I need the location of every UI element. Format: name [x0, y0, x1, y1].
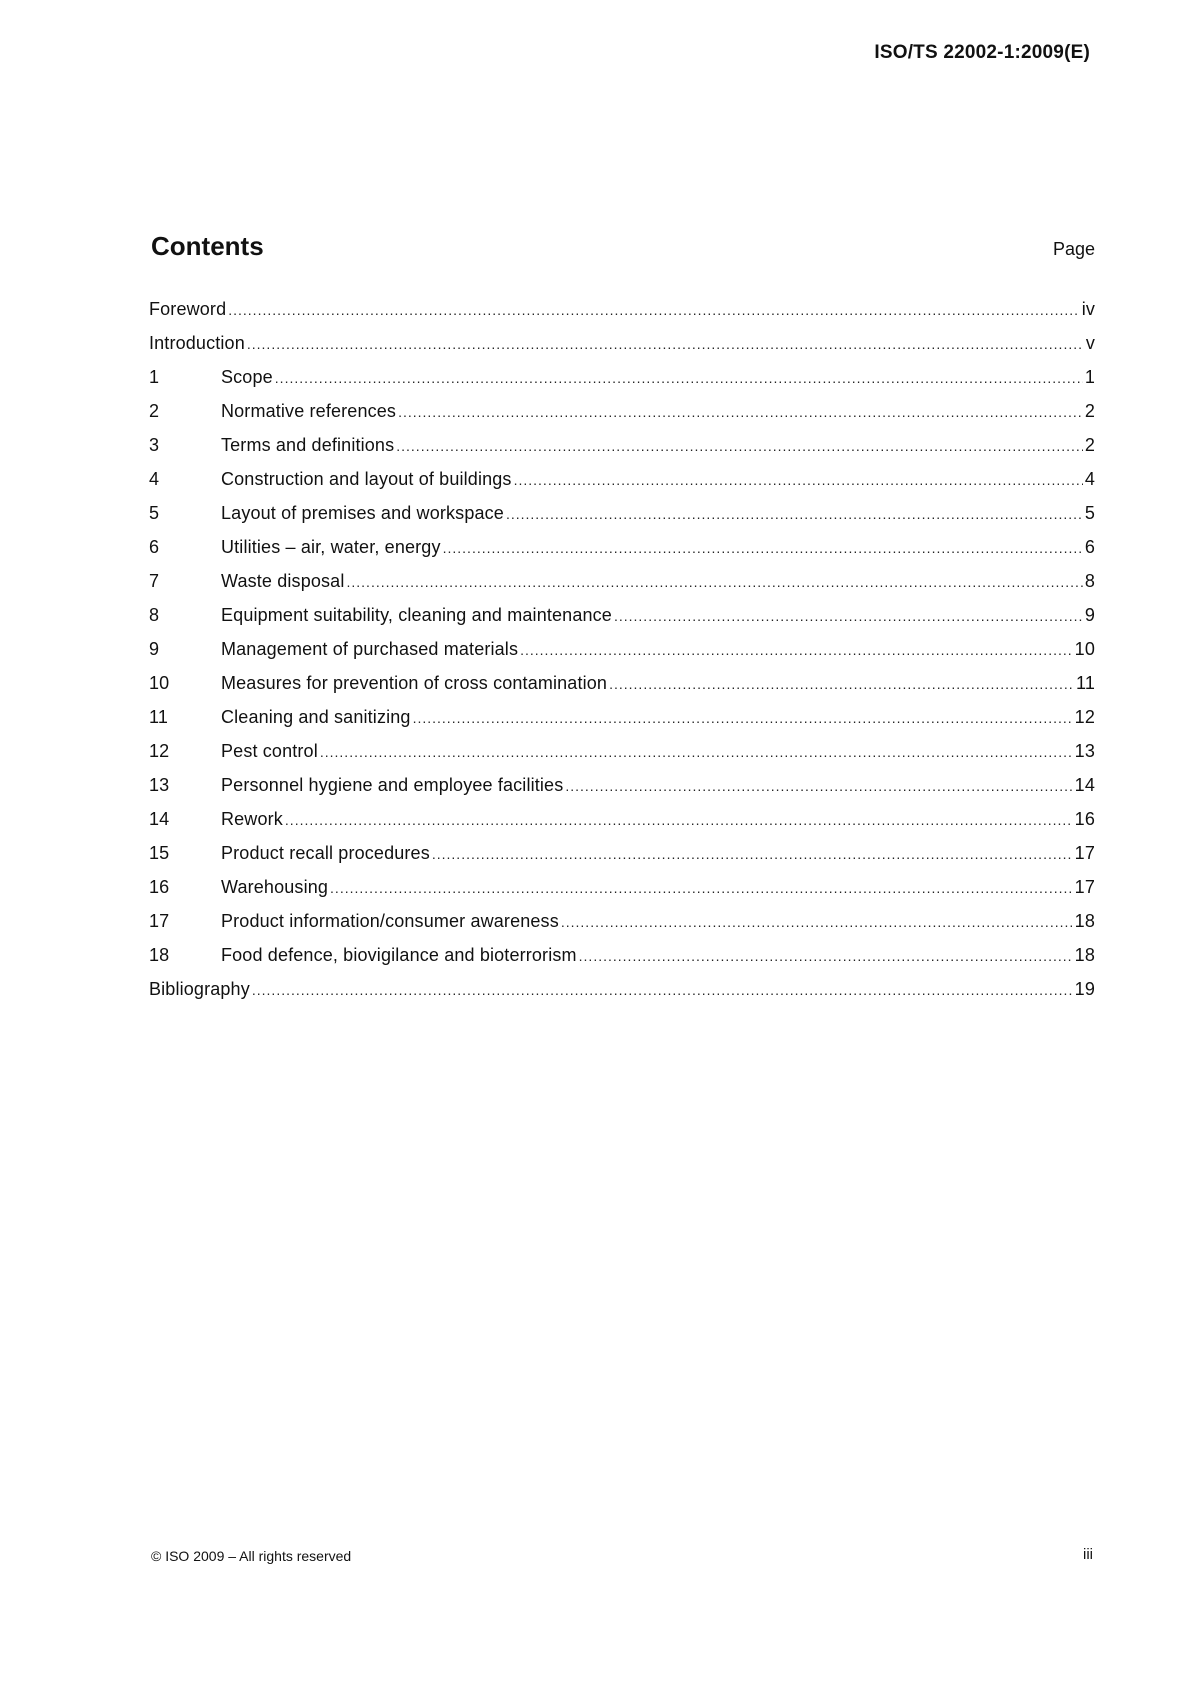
toc-dot-leader: [614, 608, 1083, 624]
table-of-contents: [149, 299, 1095, 1013]
toc-entry-number: 9: [149, 639, 160, 659]
toc-entry-number: 6: [149, 537, 160, 557]
toc-entry-title: Bibliography: [149, 979, 250, 999]
toc-entry-page: 6: [1084, 537, 1095, 557]
toc-entry-number: 16: [149, 877, 170, 897]
toc-entry-number: 4: [149, 469, 160, 489]
toc-entry-page: 11: [1076, 673, 1095, 693]
toc-entry-page: 9: [1084, 605, 1095, 625]
toc-entry[interactable]: [149, 979, 1095, 1013]
toc-dot-leader: [561, 914, 1073, 930]
toc-entry-number: 5: [149, 503, 160, 523]
toc-entry-title: Layout of premises and workspace: [221, 503, 504, 523]
toc-entry-number: 15: [149, 843, 170, 863]
toc-entry-title: Scope: [221, 367, 273, 387]
toc-entry-number: 14: [149, 809, 170, 829]
toc-entry-title: Construction and layout of buildings: [221, 469, 512, 489]
toc-dot-leader: [275, 370, 1083, 386]
toc-entry[interactable]: [149, 537, 1095, 571]
toc-entry-page: 4: [1084, 469, 1095, 489]
toc-entry-title: Terms and definitions: [221, 435, 395, 455]
toc-dot-leader: [443, 540, 1083, 556]
toc-dot-leader: [285, 812, 1073, 828]
toc-entry-number: 10: [149, 673, 170, 693]
toc-dot-leader: [228, 302, 1079, 318]
toc-entry-number: 12: [149, 741, 170, 761]
toc-entry[interactable]: [149, 911, 1095, 945]
toc-entry-page: 10: [1074, 639, 1095, 659]
toc-entry-title: Product information/consumer awareness: [221, 911, 559, 931]
toc-dot-leader: [506, 506, 1083, 522]
toc-entry-page: v: [1085, 333, 1095, 353]
toc-entry-page: 12: [1074, 707, 1095, 727]
toc-entry-title: Normative references: [221, 401, 397, 421]
toc-entry-title: Foreword: [149, 299, 227, 319]
toc-entry[interactable]: [149, 435, 1095, 469]
contents-heading: Contents: [151, 231, 264, 261]
toc-entry-page: 2: [1084, 401, 1095, 421]
toc-entry-title: Warehousing: [221, 877, 329, 897]
toc-dot-leader: [432, 846, 1073, 862]
toc-entry[interactable]: [149, 673, 1095, 707]
toc-dot-leader: [579, 948, 1073, 964]
page-number: iii: [1083, 1546, 1093, 1563]
toc-entry[interactable]: [149, 605, 1095, 639]
toc-entry-number: 13: [149, 775, 170, 795]
toc-entry[interactable]: [149, 401, 1095, 435]
toc-entry-title: Management of purchased materials: [221, 639, 519, 659]
toc-entry-page: iv: [1081, 299, 1095, 319]
toc-entry-title: Cleaning and sanitizing: [221, 707, 411, 727]
toc-entry[interactable]: [149, 503, 1095, 537]
toc-entry-page: 17: [1074, 877, 1095, 897]
toc-entry[interactable]: [149, 333, 1095, 367]
toc-dot-leader: [609, 676, 1074, 692]
toc-entry-title: Personnel hygiene and employee facilities: [221, 775, 564, 795]
toc-entry[interactable]: [149, 639, 1095, 673]
toc-entry[interactable]: [149, 945, 1095, 979]
copyright-notice: © ISO 2009 – All rights reserved: [151, 1548, 352, 1564]
toc-entry[interactable]: [149, 775, 1095, 809]
toc-entry-number: 8: [149, 605, 160, 625]
toc-entry[interactable]: [149, 877, 1095, 911]
toc-dot-leader: [330, 880, 1073, 896]
toc-entry[interactable]: [149, 843, 1095, 877]
toc-entry-page: 17: [1074, 843, 1095, 863]
page-column-label: Page: [1052, 239, 1095, 259]
toc-entry-title: Utilities – air, water, energy: [221, 537, 441, 557]
toc-entry-page: 16: [1074, 809, 1095, 829]
toc-entry[interactable]: [149, 367, 1095, 401]
toc-entry-number: 3: [149, 435, 160, 455]
toc-entry-page: 14: [1074, 775, 1095, 795]
toc-dot-leader: [320, 744, 1073, 760]
toc-entry-page: 8: [1084, 571, 1095, 591]
toc-dot-leader: [247, 336, 1084, 352]
toc-entry[interactable]: [149, 809, 1095, 843]
toc-entry-page: 5: [1084, 503, 1095, 523]
toc-entry-number: 7: [149, 571, 160, 591]
toc-entry-number: 11: [149, 707, 168, 727]
toc-entry[interactable]: [149, 299, 1095, 333]
toc-entry-title: Pest control: [221, 741, 318, 761]
toc-entry-title: Introduction: [149, 333, 245, 353]
toc-entry-number: 2: [149, 401, 160, 421]
toc-dot-leader: [347, 574, 1083, 590]
toc-entry[interactable]: [149, 469, 1095, 503]
toc-entry-page: 18: [1074, 945, 1095, 965]
toc-entry-title: Measures for prevention of cross contamination: [221, 673, 608, 693]
toc-entry[interactable]: [149, 707, 1095, 741]
toc-dot-leader: [565, 778, 1072, 794]
toc-dot-leader: [252, 982, 1073, 998]
toc-entry-title: Equipment suitability, cleaning and maintenance: [221, 605, 612, 625]
toc-entry-page: 2: [1084, 435, 1095, 455]
toc-entry-number: 1: [149, 367, 160, 387]
toc-dot-leader: [514, 472, 1083, 488]
toc-entry[interactable]: [149, 571, 1095, 605]
toc-entry-page: 13: [1074, 741, 1095, 761]
toc-entry-page: 18: [1074, 911, 1095, 931]
toc-entry-title: Product recall procedures: [221, 843, 430, 863]
toc-dot-leader: [398, 404, 1083, 420]
toc-entry-title: Food defence, biovigilance and bioterrorism: [221, 945, 577, 965]
toc-entry-title: Waste disposal: [221, 571, 345, 591]
toc-entry-number: 17: [149, 911, 170, 931]
toc-dot-leader: [396, 438, 1083, 454]
toc-entry-page: 1: [1084, 367, 1095, 387]
toc-entry-title: Rework: [221, 809, 283, 829]
toc-dot-leader: [520, 642, 1073, 658]
toc-entry[interactable]: [149, 741, 1095, 775]
toc-entry-number: 18: [149, 945, 170, 965]
toc-dot-leader: [413, 710, 1073, 726]
document-identifier: ISO/TS 22002-1:2009(E): [874, 42, 1090, 63]
toc-entry-page: 19: [1074, 979, 1095, 999]
